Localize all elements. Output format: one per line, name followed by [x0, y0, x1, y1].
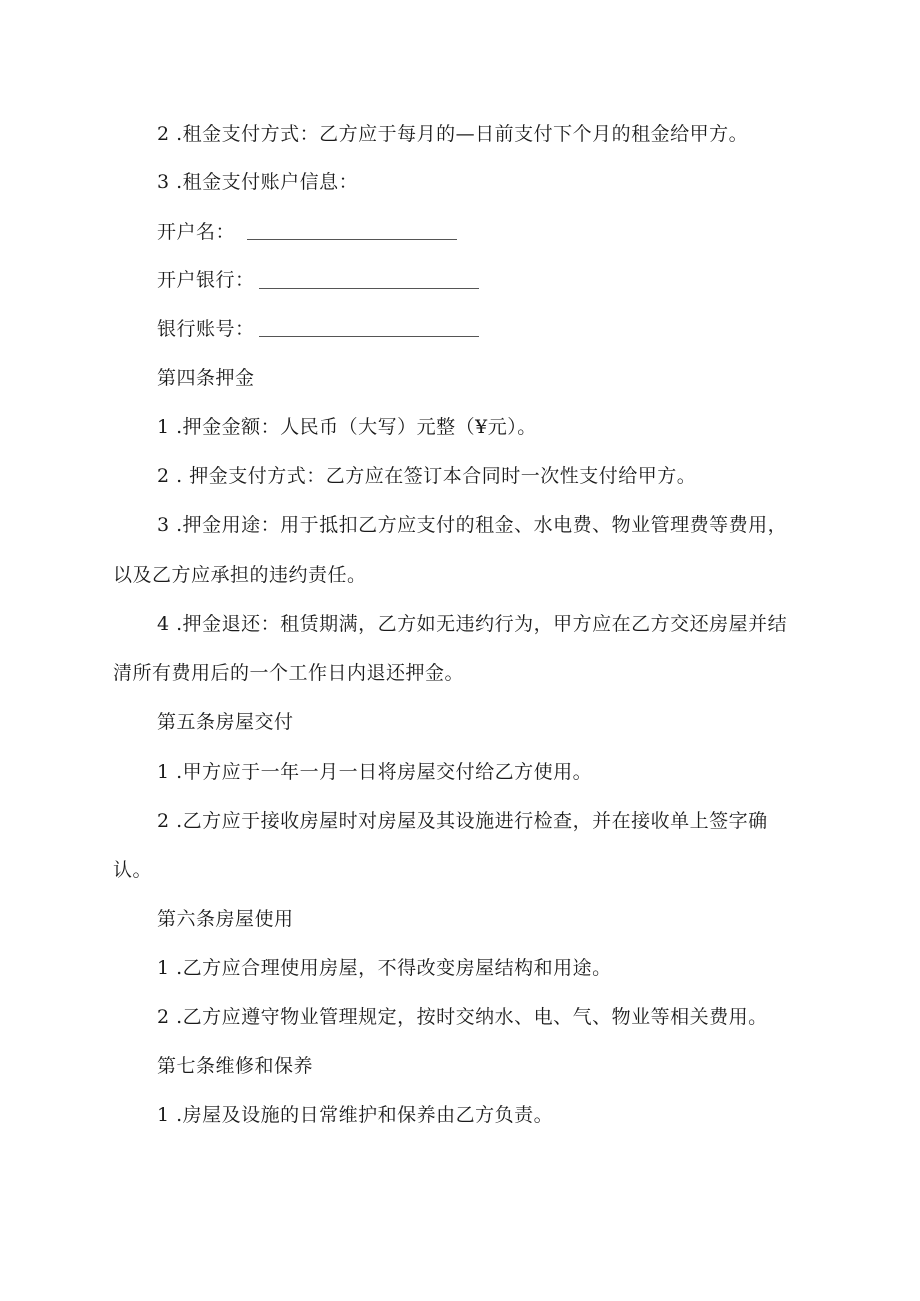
rent-account-info-heading: 3 .租金支付账户信息： [157, 171, 359, 193]
deposit-amount: 1 .押金金额：人民币（大写）元整（¥元）。 [157, 416, 537, 438]
deposit-usage-line2: 以及乙方应承担的违约责任。 [113, 564, 367, 586]
bank-blank [259, 288, 479, 289]
article6-heading: 第六条房屋使用 [157, 908, 294, 930]
usage-reasonable: 1 .乙方应合理使用房屋，不得改变房屋结构和用途。 [157, 957, 612, 979]
deposit-usage-line1: 3 .押金用途：用于抵扣乙方应支付的租金、水电费、物业管理费等费用， [157, 514, 788, 536]
deposit-refund-line2: 清所有费用后的一个工作日内退还押金。 [113, 662, 465, 684]
account-number-blank [259, 336, 479, 337]
rent-payment-method: 2 .租金支付方式：乙方应于每月的—日前支付下个月的租金给甲方。 [157, 123, 749, 145]
deposit-payment-method: 2 . 押金支付方式：乙方应在签订本合同时一次性支付给甲方。 [157, 465, 697, 487]
deposit-refund-line1: 4 .押金退还：租赁期满，乙方如无违约行为，甲方应在乙方交还房屋并结 [157, 613, 788, 635]
article4-heading: 第四条押金 [157, 367, 255, 389]
article5-heading: 第五条房屋交付 [157, 711, 294, 733]
account-number-label: 银行账号： [157, 318, 255, 340]
account-name-blank [247, 239, 457, 240]
usage-fees: 2 .乙方应遵守物业管理规定，按时交纳水、电、气、物业等相关费用。 [157, 1006, 768, 1028]
delivery-inspection-line1: 2 .乙方应于接收房屋时对房屋及其设施进行检查，并在接收单上签字确 [157, 810, 768, 832]
delivery-inspection-line2: 认。 [113, 859, 153, 881]
article7-heading: 第七条维修和保养 [157, 1055, 314, 1077]
bank-label: 开户银行： [157, 269, 255, 291]
maintenance-responsibility: 1 .房屋及设施的日常维护和保养由乙方负责。 [157, 1104, 554, 1126]
delivery-date: 1 .甲方应于一年一月一日将房屋交付给乙方使用。 [157, 761, 593, 783]
account-name-label: 开户名： [157, 221, 236, 243]
